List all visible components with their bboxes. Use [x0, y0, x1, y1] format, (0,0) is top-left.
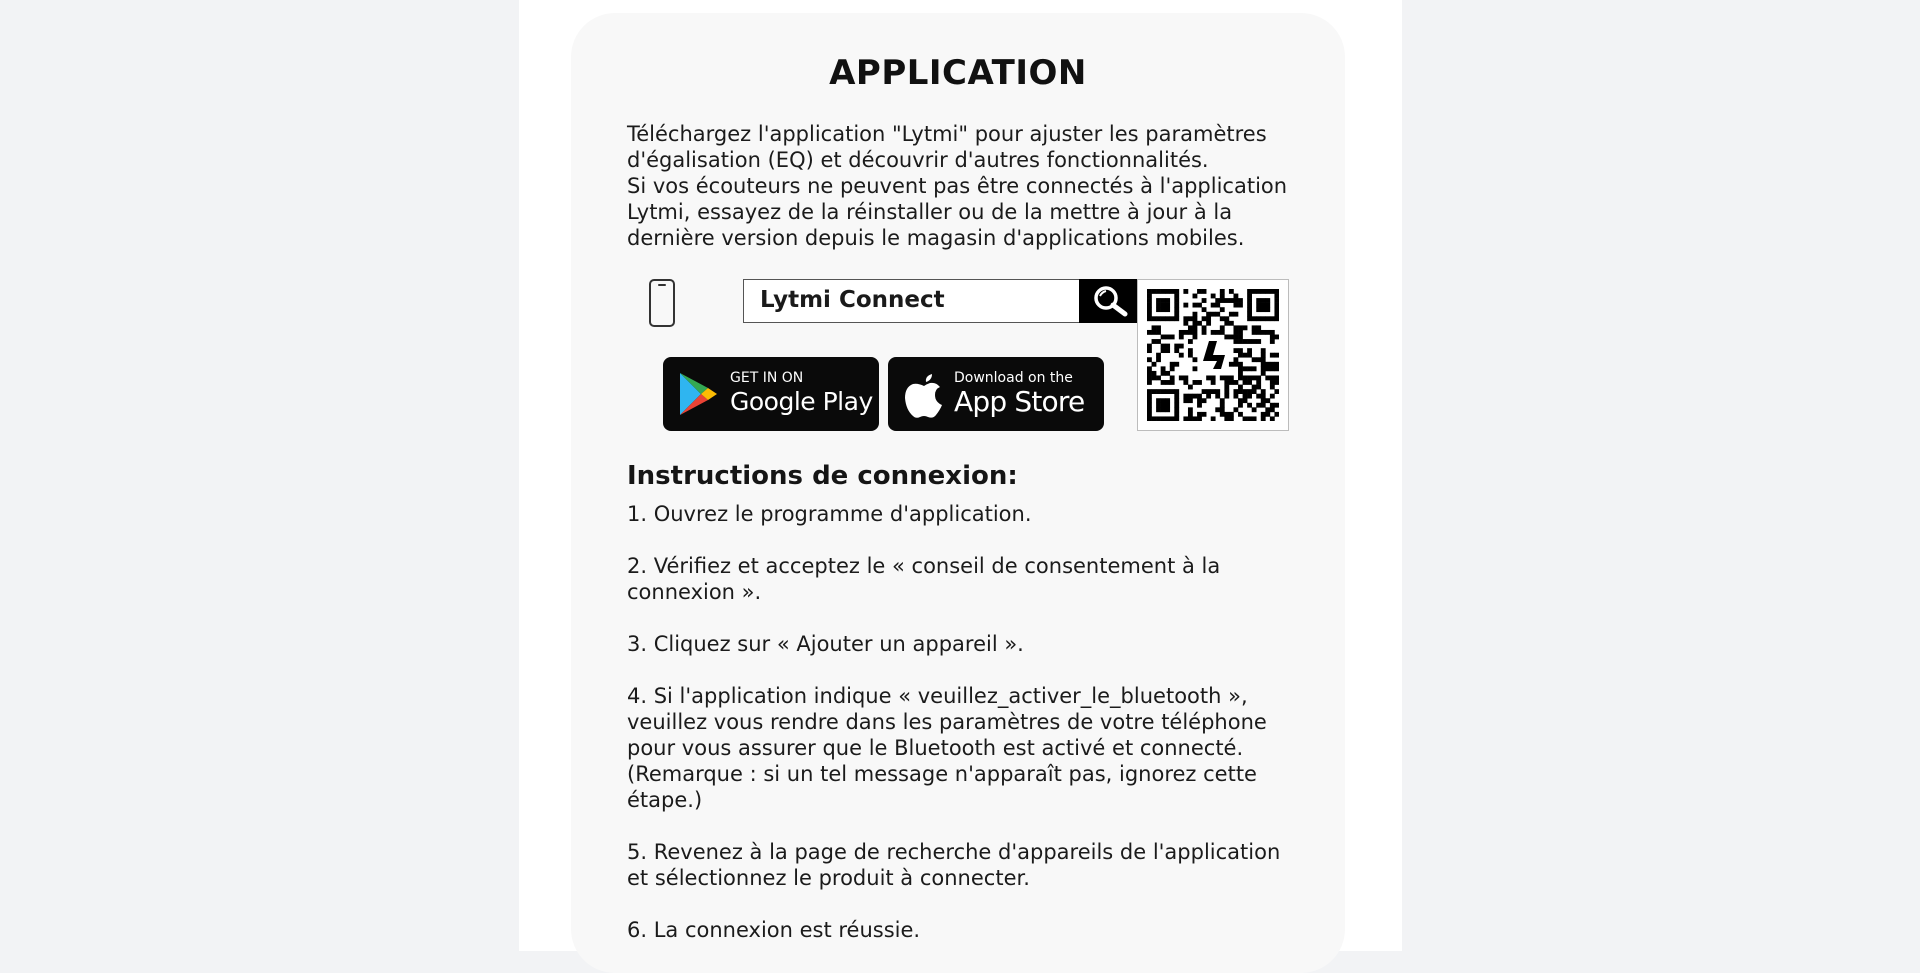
google-play-small-label: GET IN ON [730, 370, 804, 386]
instruction-step: 1. Ouvrez le programme d'application. [627, 502, 1032, 526]
qr-code-icon [1147, 289, 1279, 421]
instruction-step: 6. La connexion est réussie. [627, 918, 921, 942]
instruction-step: 4. Si l'application indique « veuillez_activer_le_bluetooth », veuillez vous rendre dans les paramètres de votre téléphone pour vous assurer que le Bluetooth est activé et connecté. (Remarque : si un tel message n'apparaît pas, ignorez cette étape.) [627, 684, 1267, 812]
page [519, 0, 1402, 951]
instruction-step: 2. Vérifiez et acceptez le « conseil de consentement à la connexion ». [627, 554, 1221, 604]
app-store-badge[interactable] [888, 357, 1104, 431]
intro-text [627, 121, 1307, 251]
google-play-label: Google Play [730, 387, 873, 416]
qr-code [1137, 279, 1289, 431]
apple-icon [902, 368, 946, 420]
intro-paragraph-reinstall: Si vos écouteurs ne peuvent pas être connectés à l'application Lytmi, essayez de la réinstaller ou de la mettre à jour à la dernière version depuis le magasin d'applications mobiles. [627, 174, 1288, 250]
instructions-title: Instructions de connexion: [627, 461, 1018, 491]
page-title: APPLICATION [829, 53, 1087, 93]
instruction-step: 5. Revenez à la page de recherche d'appareils de l'application et sélectionnez le produit à connecter. [627, 840, 1281, 890]
instruction-step: 3. Cliquez sur « Ajouter un appareil ». [627, 632, 1024, 656]
app-search-box [743, 279, 1147, 323]
app-search-term: Lytmi Connect [760, 287, 945, 313]
smartphone-icon [649, 279, 675, 327]
app-store-label: App Store [954, 385, 1085, 418]
app-info-card [571, 13, 1345, 973]
google-play-icon [677, 371, 719, 417]
search-icon [1089, 282, 1135, 320]
instructions-list [627, 501, 1307, 969]
google-play-badge[interactable] [663, 357, 879, 431]
intro-paragraph-eq: Téléchargez l'application "Lytmi" pour ajuster les paramètres d'égalisation (EQ) et découvrir d'autres fonctionnalités. [627, 122, 1267, 172]
lytmi-logo-icon [1203, 341, 1225, 369]
app-store-small-label: Download on the [954, 370, 1073, 386]
